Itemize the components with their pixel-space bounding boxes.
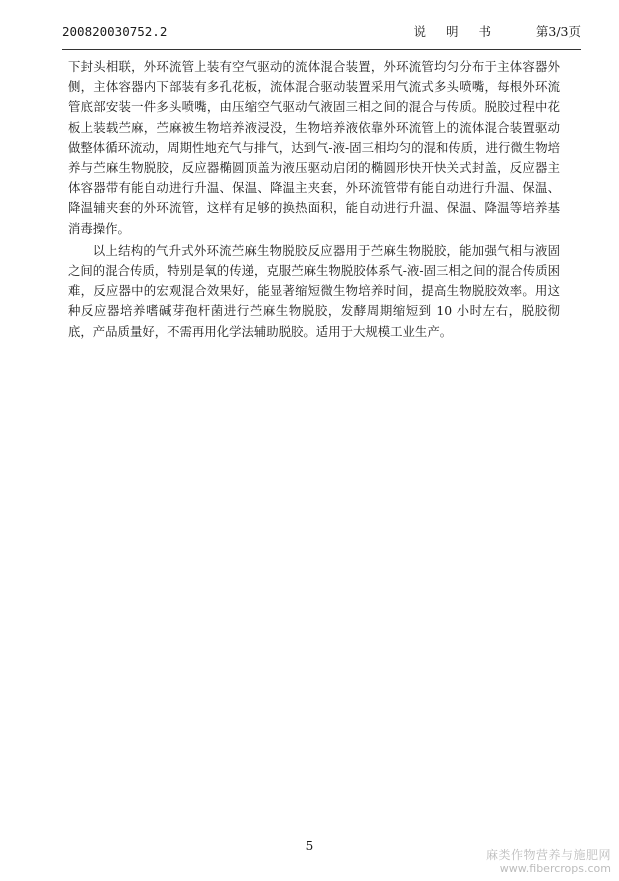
- paragraph-2: 以上结构的气升式外环流苎麻生物脱胶反应器用于苎麻生物脱胶，能加强气相与液固之间的混合传质，特别是氧的传递，克服苎麻生物脱胶体系气-液-固三相之间的混合传质困难，反应器中的宏观混合效果好，能显著缩短微生物培养时间，提高生物脱胶效率。用这种反应器培养嗜碱芽孢杆菌进行苎麻生物脱胶，发酵周期缩短到 10 小时左右，脱胶彻底，产品质量好，不需再用化学法辅助脱胶。适用于大规模工业生产。: [68, 242, 560, 339]
- page-indicator: 第3/3页: [535, 24, 581, 39]
- document-title: 说 明 书: [413, 24, 499, 39]
- watermark-site-name: 麻类作物营养与施肥网: [485, 848, 611, 862]
- page-number: 5: [305, 839, 314, 853]
- watermark-url: www.fibercrops.com: [499, 862, 611, 875]
- paragraph-1: 下封头相联，外环流管上装有空气驱动的流体混合装置，外环流管均匀分布于主体容器外侧，主体容器内下部装有多孔花板，流体混合驱动装置采用气流式多头喷嘴，每根外环流管底部安装一件多头喷嘴，由压缩空气驱动气液固三相之间的混合与传质。脱胶过程中花板上装载苎麻，苎麻被生物培养液浸没，生物培养液依靠外环流管上的流体混合装置驱动做整体循环流动，周期性地充气与排气，达到气-液-固三相均匀的混和传质，进行微生物培养与苎麻生物脱胶，反应器椭圆顶盖为液压驱动启闭的椭圆形快开快关式封盖，反应器主体容器带有能自动进行升温、保温、降温主夹套，外环流管带有能自动进行升温、保温、降温辅夹套的外环流管，这样有足够的换热面积，能自动进行升温、保温、降温等培养基消毒操作。: [68, 59, 560, 236]
- description-body: [68, 57, 560, 342]
- page-header: [62, 22, 581, 42]
- watermark: [486, 848, 611, 876]
- header-divider: [62, 49, 581, 50]
- application-number: 200820030752.2: [62, 24, 168, 39]
